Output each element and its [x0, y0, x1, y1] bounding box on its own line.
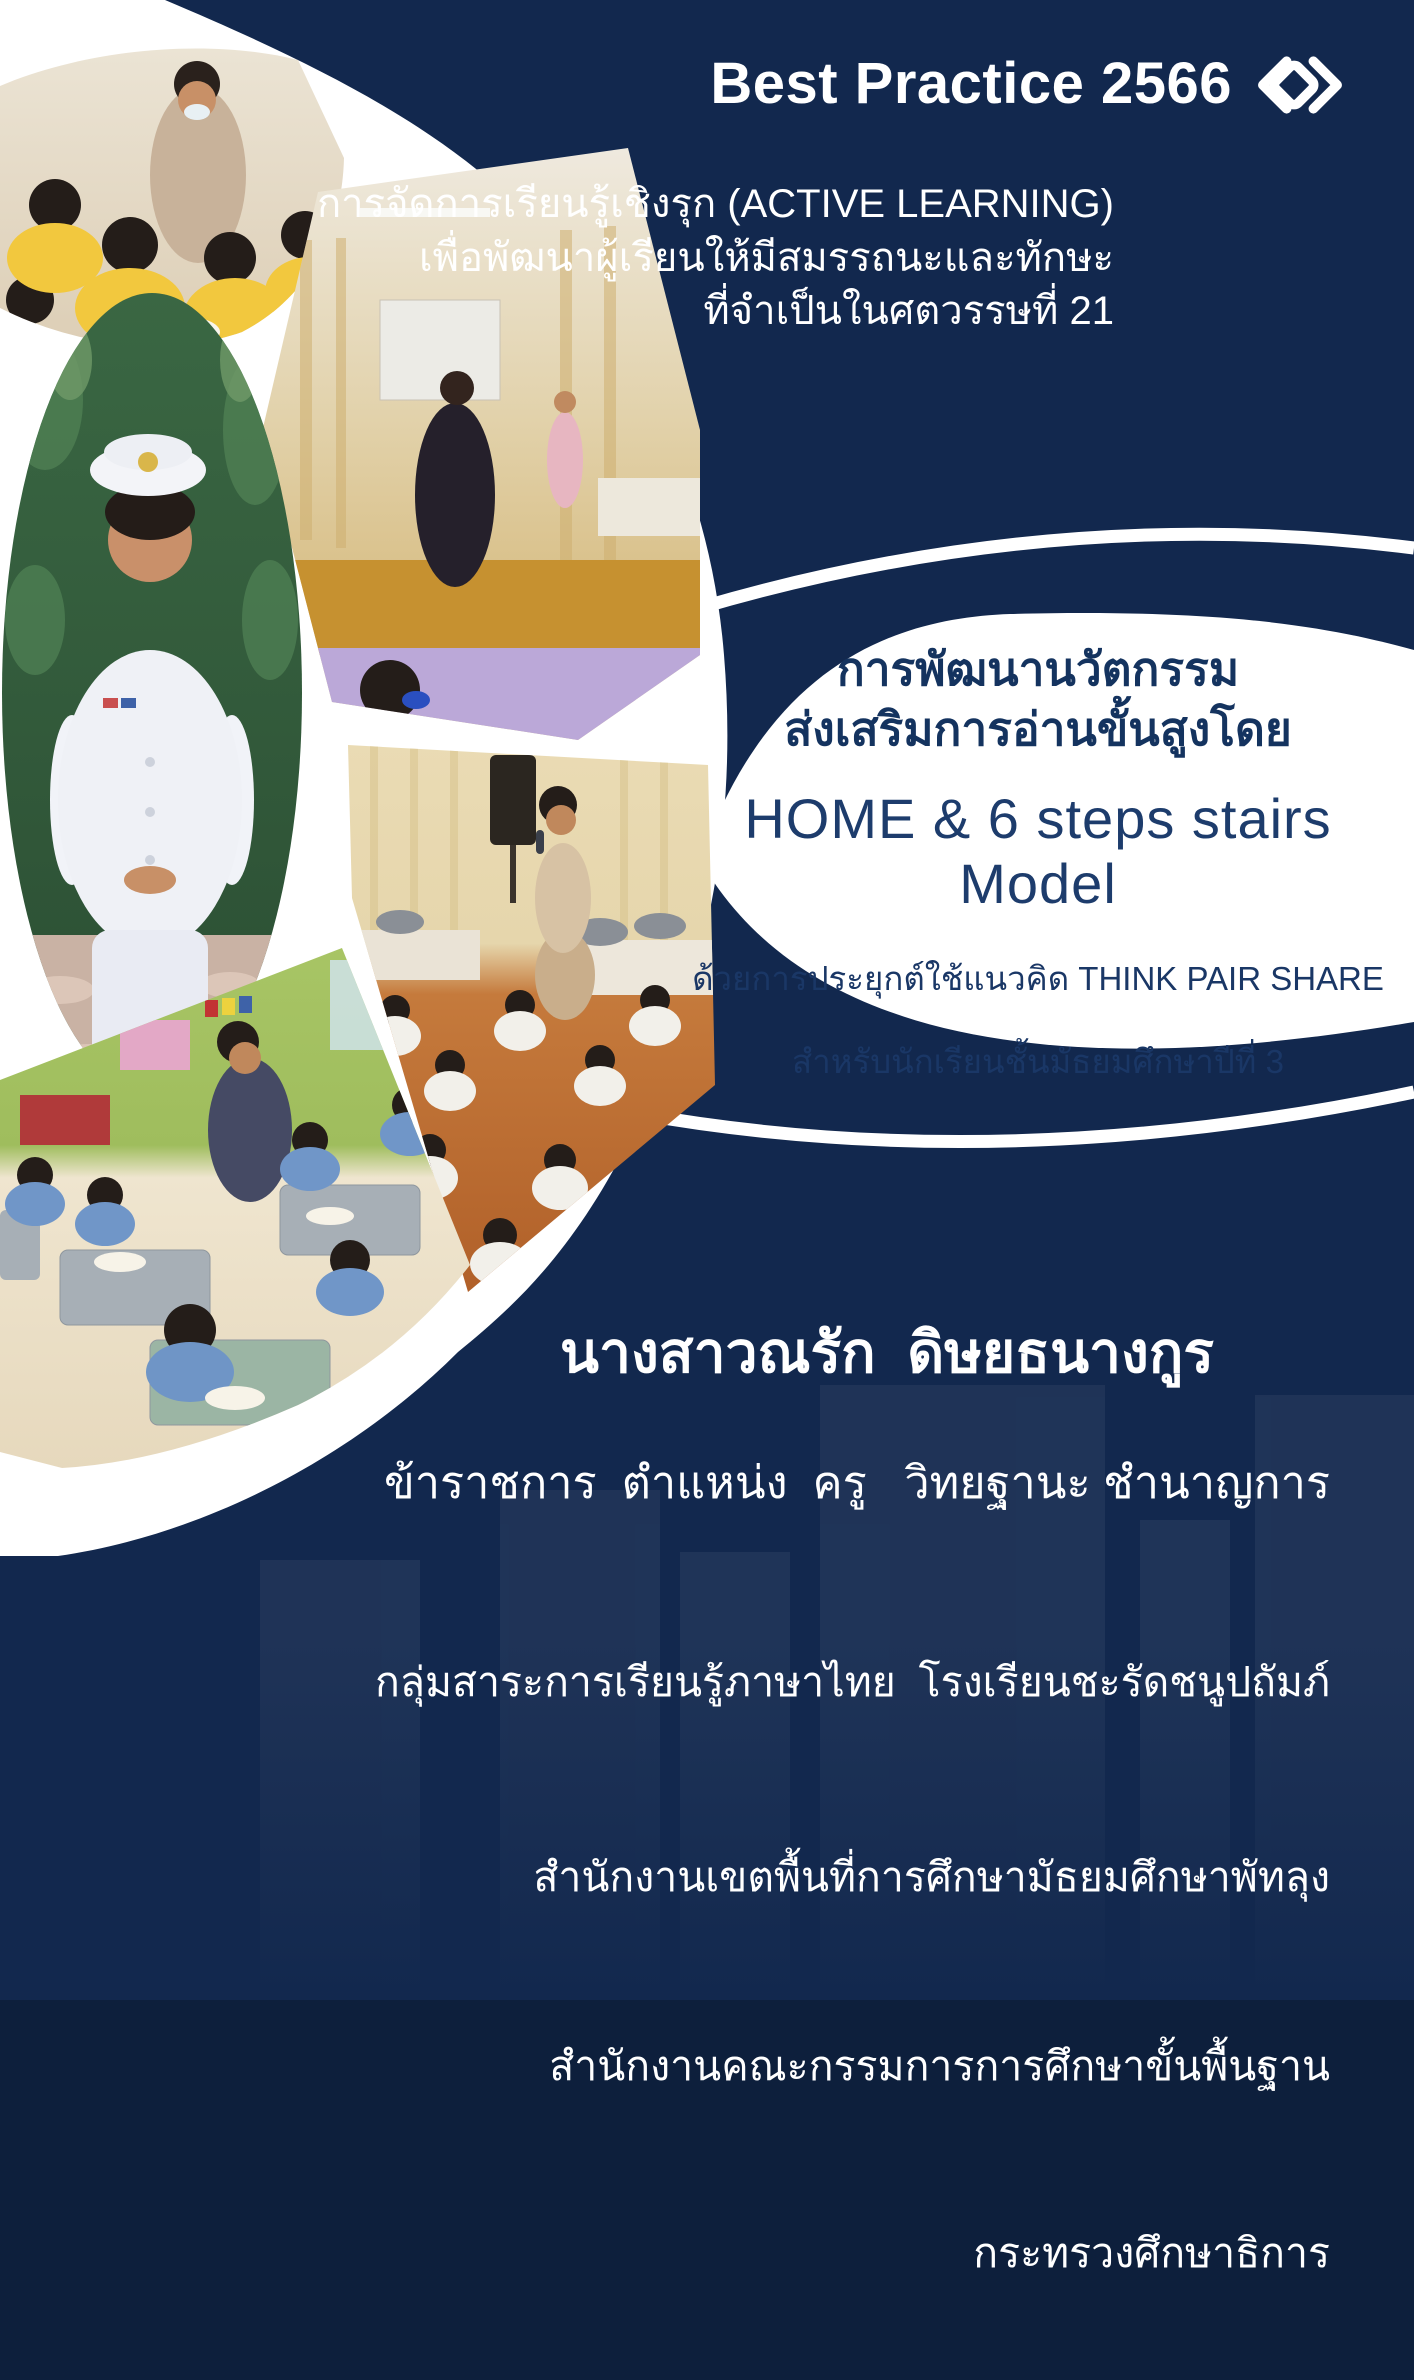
author-name: นางสาวณรัก ดิษยธนางกูร	[560, 1321, 1214, 1385]
author-position: ข้าราชการ ตำแหน่ง ครู วิทยฐานะ ชำนาญการ	[383, 1457, 1331, 1508]
subtitle-line-2: เพื่อพัฒนาผู้เรียนให้มีสมรรถนะและทักษะ	[418, 235, 1114, 280]
innovation-heading-line-1: การพัฒนานวัตกรรม	[836, 643, 1240, 695]
subtitle-line-1: การจัดการเรียนรู้เชิงรุก (ACTIVE LEARNING)	[316, 182, 1114, 226]
affiliation-block	[110, 1556, 1330, 2380]
model-name: HOME & 6 steps stairs Model	[744, 786, 1332, 915]
innovation-approach: ด้วยการประยุกต์ใช้แนวคิด THINK PAIR SHARE	[692, 959, 1384, 997]
innovation-section	[676, 640, 1400, 1088]
innovation-target-grade: สำหรับนักเรียนชั้นมัธยมศึกษาปีที่ 3	[792, 1042, 1284, 1080]
affiliation-ministry: กระทรวงศึกษาธิการ	[973, 2230, 1330, 2276]
affiliation-obec: สำนักงานคณะกรรมการการศึกษาขั้นพื้นฐาน	[549, 2043, 1330, 2089]
affiliation-department-school: กลุ่มสาระการเรียนรู้ภาษาไทย โรงเรียนชะรัดชนูปถัมภ์	[375, 1659, 1330, 1705]
affiliation-service-area: สำนักงานเขตพื้นที่การศึกษามัธยมศึกษาพัทลุง	[533, 1854, 1330, 1900]
page-title: Best Practice 2566	[710, 51, 1232, 116]
poster-subtitle	[317, 178, 1114, 339]
subtitle-line-3: ที่จำเป็นในศตวรรษที่ 21	[703, 289, 1114, 334]
double-diamond-chevron-icon	[1248, 50, 1352, 120]
innovation-heading-line-2: ส่งเสริมการอ่านขั้นสูงโดย	[784, 702, 1292, 755]
